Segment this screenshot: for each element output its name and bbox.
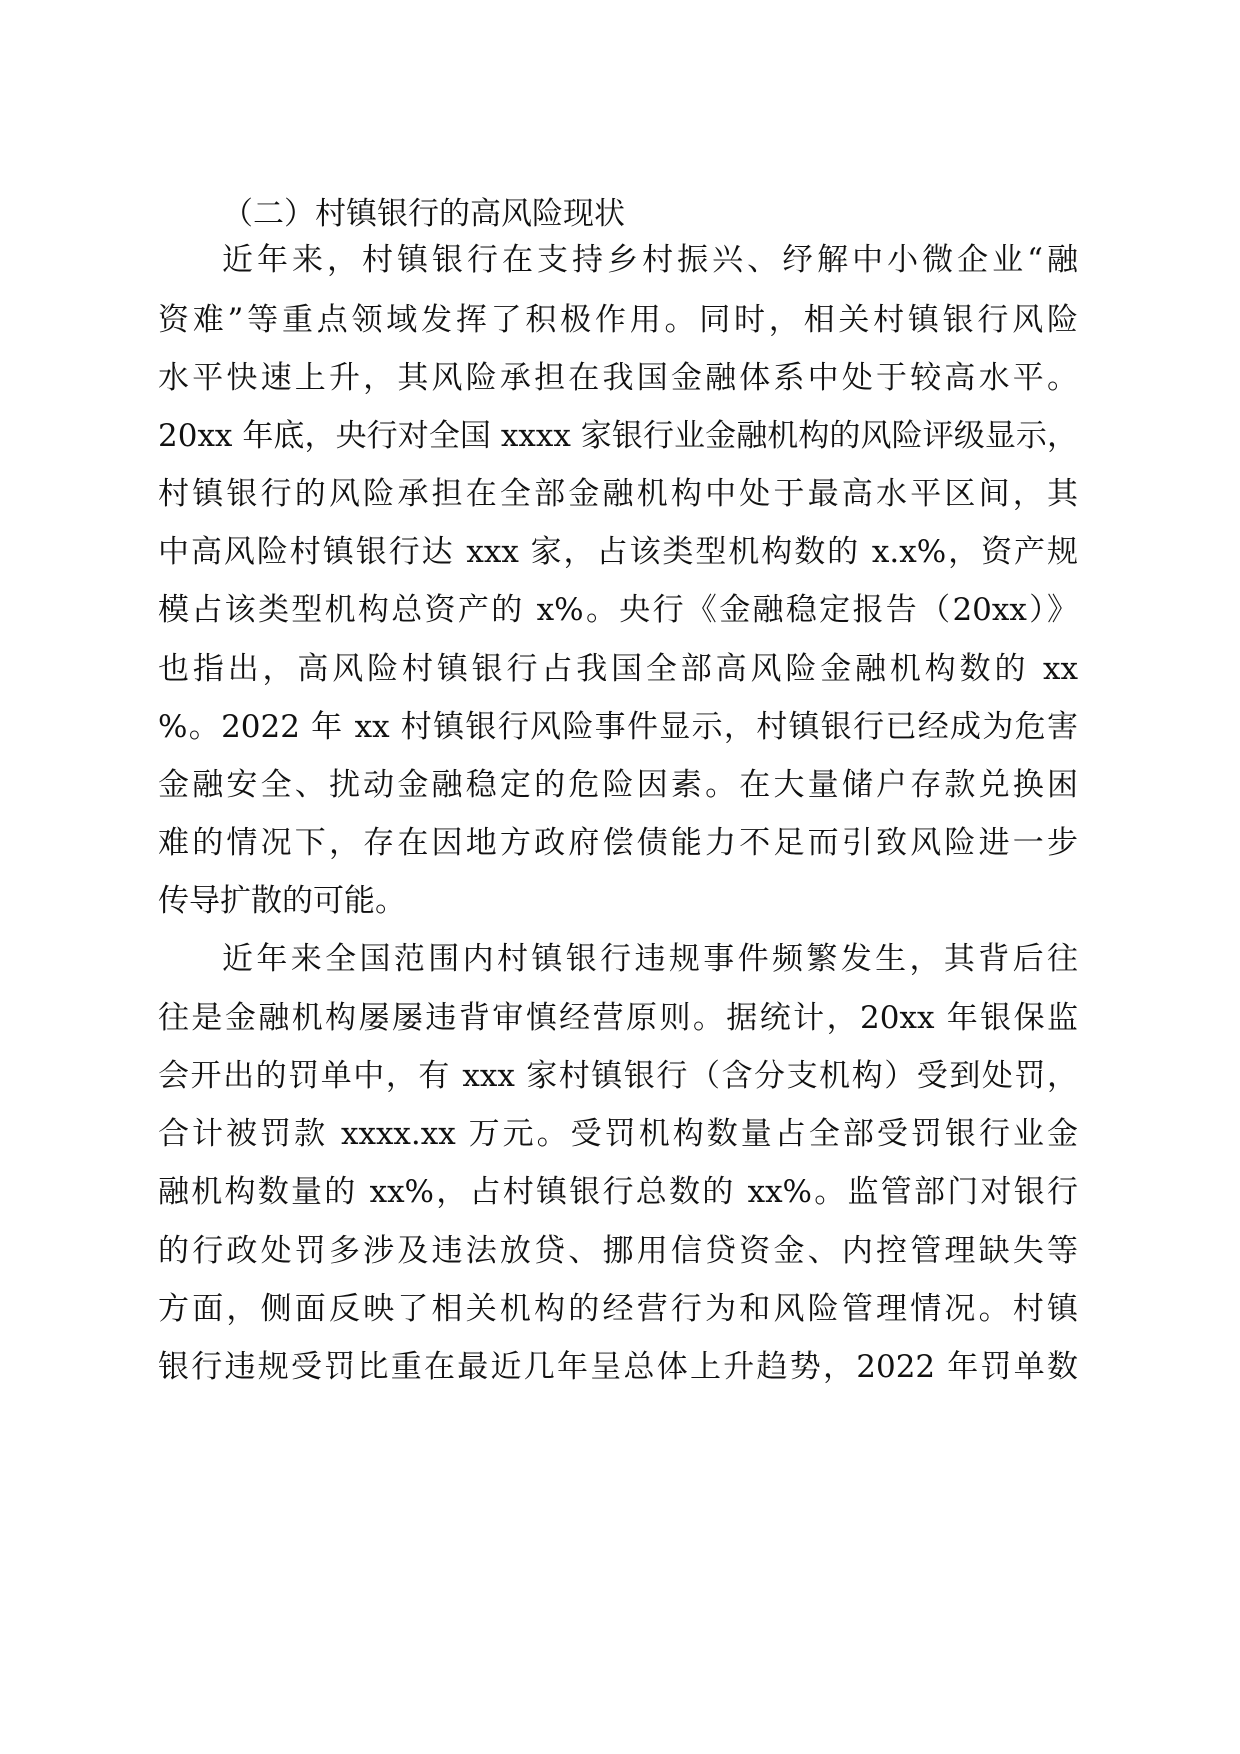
paragraph-1-line-10: 金融安全、扰动金融稳定的危险因素。在大量储户存款兑换困 — [158, 767, 1078, 803]
paragraph-1-line-4: 20xx 年底，央行对全国 xxxx 家银行业金融机构的风险评级显示， — [158, 418, 1078, 454]
paragraph-2-line-4: 合计被罚款 xxxx.xx 万元。受罚机构数量占全部受罚银行业金 — [158, 1116, 1078, 1152]
section-heading: （二）村镇银行的高风险现状 — [222, 196, 625, 232]
paragraph-2-line-7: 方面，侧面反映了相关机构的经营行为和风险管理情况。村镇 — [158, 1291, 1078, 1327]
paragraph-1-line-1: 近年来，村镇银行在支持乡村振兴、纾解中小微企业“融 — [222, 242, 1078, 278]
paragraph-2-line-8: 银行违规受罚比重在最近几年呈总体上升趋势，2022 年罚单数 — [158, 1349, 1078, 1385]
paragraph-2-line-2: 往是金融机构屡屡违背审慎经营原则。据统计，20xx 年银保监 — [158, 1000, 1078, 1036]
paragraph-1-line-9: %。2022 年 xx 村镇银行风险事件显示，村镇银行已经成为危害 — [158, 709, 1078, 745]
paragraph-1-line-7: 模占该类型机构总资产的 x%。央行《金融稳定报告（20xx）》 — [158, 592, 1078, 628]
paragraph-2-line-1: 近年来全国范围内村镇银行违规事件频繁发生，其背后往 — [222, 941, 1078, 977]
paragraph-1-line-12: 传导扩散的可能。 — [158, 883, 406, 919]
paragraph-1-line-2: 资难”等重点领域发挥了积极作用。同时，相关村镇银行风险 — [158, 302, 1078, 338]
paragraph-2-line-3: 会开出的罚单中，有 xxx 家村镇银行（含分支机构）受到处罚， — [158, 1058, 1078, 1094]
paragraph-1-line-11: 难的情况下，存在因地方政府偿债能力不足而引致风险进一步 — [158, 825, 1078, 861]
paragraph-2-line-6: 的行政处罚多涉及违法放贷、挪用信贷资金、内控管理缺失等 — [158, 1233, 1078, 1269]
paragraph-1-line-6: 中高风险村镇银行达 xxx 家，占该类型机构数的 x.x%，资产规 — [158, 534, 1078, 570]
paragraph-2-line-5: 融机构数量的 xx%，占村镇银行总数的 xx%。监管部门对银行 — [158, 1174, 1078, 1210]
paragraph-1-line-3: 水平快速上升，其风险承担在我国金融体系中处于较高水平。 — [158, 360, 1078, 396]
paragraph-1-line-5: 村镇银行的风险承担在全部金融机构中处于最高水平区间，其 — [158, 476, 1078, 512]
paragraph-1-line-8: 也指出，高风险村镇银行占我国全部高风险金融机构数的 xx — [158, 651, 1078, 687]
